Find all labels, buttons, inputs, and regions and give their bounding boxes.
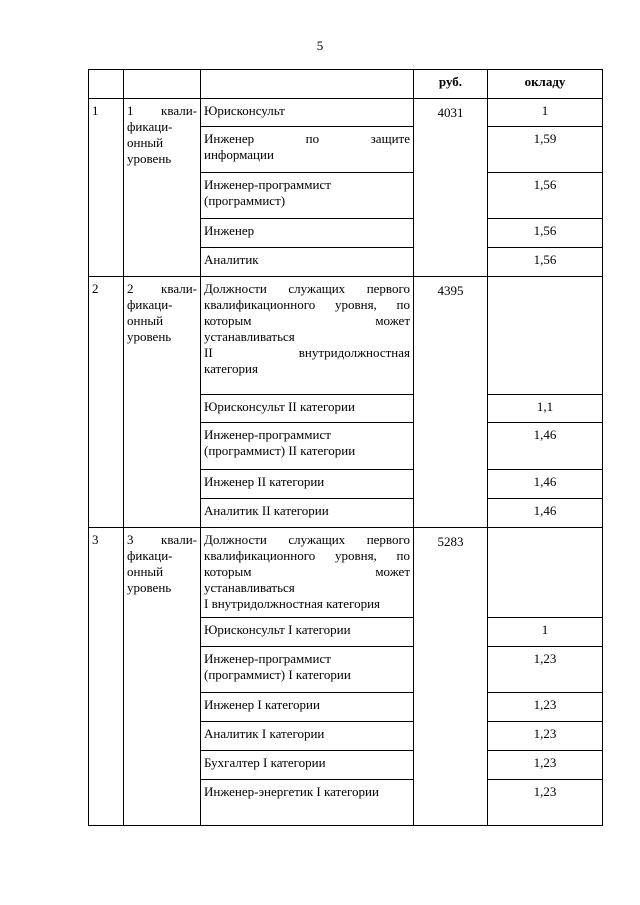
position-line: (программист) II категории	[204, 443, 356, 458]
position-line: которым может	[204, 564, 410, 579]
qualification-level-line: 1 квали-	[127, 103, 197, 118]
position-line: (программист) I категории	[204, 667, 351, 682]
position-line: Инженер-программист	[204, 177, 331, 192]
position-line: Аналитик II категории	[204, 503, 329, 518]
position-line: Аналитик I категории	[204, 726, 325, 741]
table-row	[89, 99, 603, 127]
position-cell	[201, 277, 414, 395]
coefficient-cell: 1,23	[488, 722, 603, 751]
coefficient-cell: 1,23	[488, 751, 603, 780]
coefficient-cell: 1,23	[488, 780, 603, 826]
qualification-level-line: фикаци-	[127, 119, 173, 134]
coefficient-cell: 1	[488, 99, 603, 127]
position-line: Юрисконсульт I категории	[204, 622, 351, 637]
qualification-level-cell	[124, 277, 201, 528]
position-cell	[201, 99, 414, 127]
position-line: Должности служащих первого	[204, 532, 410, 547]
coefficient-cell: 1,46	[488, 423, 603, 470]
group-number-cell: 3	[89, 528, 124, 826]
coefficient-cell: 1,59	[488, 127, 603, 173]
base-salary-cell: 5283	[414, 528, 488, 826]
position-cell	[201, 528, 414, 618]
qualification-level-line: фикаци-	[127, 297, 173, 312]
position-line: устанавливаться	[204, 580, 295, 595]
position-cell	[201, 219, 414, 248]
qualification-level-line: фикаци-	[127, 548, 173, 563]
coefficient-cell: 1,46	[488, 470, 603, 499]
position-line: информации	[204, 147, 274, 162]
qualification-level-line: уровень	[127, 151, 172, 166]
qualification-level-line: 3 квали-	[127, 532, 197, 547]
coefficient-cell: 1,56	[488, 219, 603, 248]
position-line: Инженер-программист	[204, 427, 331, 442]
position-line: квалификационного уровня, по	[204, 297, 410, 312]
position-line: Должности служащих первого	[204, 281, 410, 296]
position-cell	[201, 173, 414, 219]
coefficient-cell: 1,1	[488, 395, 603, 423]
position-cell	[201, 127, 414, 173]
position-line: устанавливаться	[204, 329, 295, 344]
position-line: квалификационного уровня, по	[204, 548, 410, 563]
salary-grade-table	[88, 69, 603, 826]
position-line: Аналитик	[204, 252, 259, 267]
position-cell	[201, 470, 414, 499]
position-line: II внутридолжностная	[204, 345, 410, 360]
group-number-cell: 2	[89, 277, 124, 528]
position-cell	[201, 693, 414, 722]
coefficient-cell: 1,56	[488, 248, 603, 277]
position-line: Инженер-программист	[204, 651, 331, 666]
position-line: которым может	[204, 313, 410, 328]
position-line: Инженер по защите	[204, 131, 410, 146]
qualification-level-line: уровень	[127, 329, 172, 344]
table-row	[89, 528, 603, 618]
position-line: (программист)	[204, 193, 286, 208]
position-cell	[201, 395, 414, 423]
coefficient-cell: 1,23	[488, 693, 603, 722]
position-line: категория	[204, 361, 258, 376]
qualification-level-line: 2 квали-	[127, 281, 197, 296]
table-header-row	[89, 70, 603, 99]
qualification-level-line: онный	[127, 313, 164, 328]
qualification-level-line: онный	[127, 564, 164, 579]
coefficient-cell: 1,23	[488, 647, 603, 693]
position-cell	[201, 248, 414, 277]
qualification-level-cell	[124, 528, 201, 826]
header-cell-number	[89, 70, 124, 99]
position-line: Инженер II категории	[204, 474, 325, 489]
qualification-level-line: онный	[127, 135, 164, 150]
base-salary-cell: 4031	[414, 99, 488, 277]
group-number-cell: 1	[89, 99, 124, 277]
qualification-level-line: уровень	[127, 580, 172, 595]
header-cell-coefficient: окладу	[488, 70, 603, 99]
position-cell	[201, 499, 414, 528]
coefficient-cell: 1,56	[488, 173, 603, 219]
header-cell-position	[201, 70, 414, 99]
qualification-level-cell	[124, 99, 201, 277]
coefficient-cell: 1,46	[488, 499, 603, 528]
position-cell	[201, 618, 414, 647]
position-cell	[201, 751, 414, 780]
coefficient-cell	[488, 528, 603, 618]
position-cell	[201, 423, 414, 470]
position-line: Инженер	[204, 223, 255, 238]
table-row	[89, 277, 603, 395]
base-salary-cell: 4395	[414, 277, 488, 528]
position-line: Инженер-энергетик I категории	[204, 784, 379, 799]
coefficient-cell: 1	[488, 618, 603, 647]
position-line: Бухгалтер I категории	[204, 755, 326, 770]
header-cell-level	[124, 70, 201, 99]
coefficient-cell	[488, 277, 603, 395]
position-cell	[201, 647, 414, 693]
position-line: Юрисконсульт II категории	[204, 399, 355, 414]
position-cell	[201, 722, 414, 751]
position-line: Инженер I категории	[204, 697, 320, 712]
page-number: 5	[316, 38, 324, 53]
position-line: Юрисконсульт	[204, 103, 285, 118]
header-cell-salary: руб.	[414, 70, 488, 99]
position-cell	[201, 780, 414, 826]
position-line: I внутридолжностная категория	[204, 596, 381, 611]
